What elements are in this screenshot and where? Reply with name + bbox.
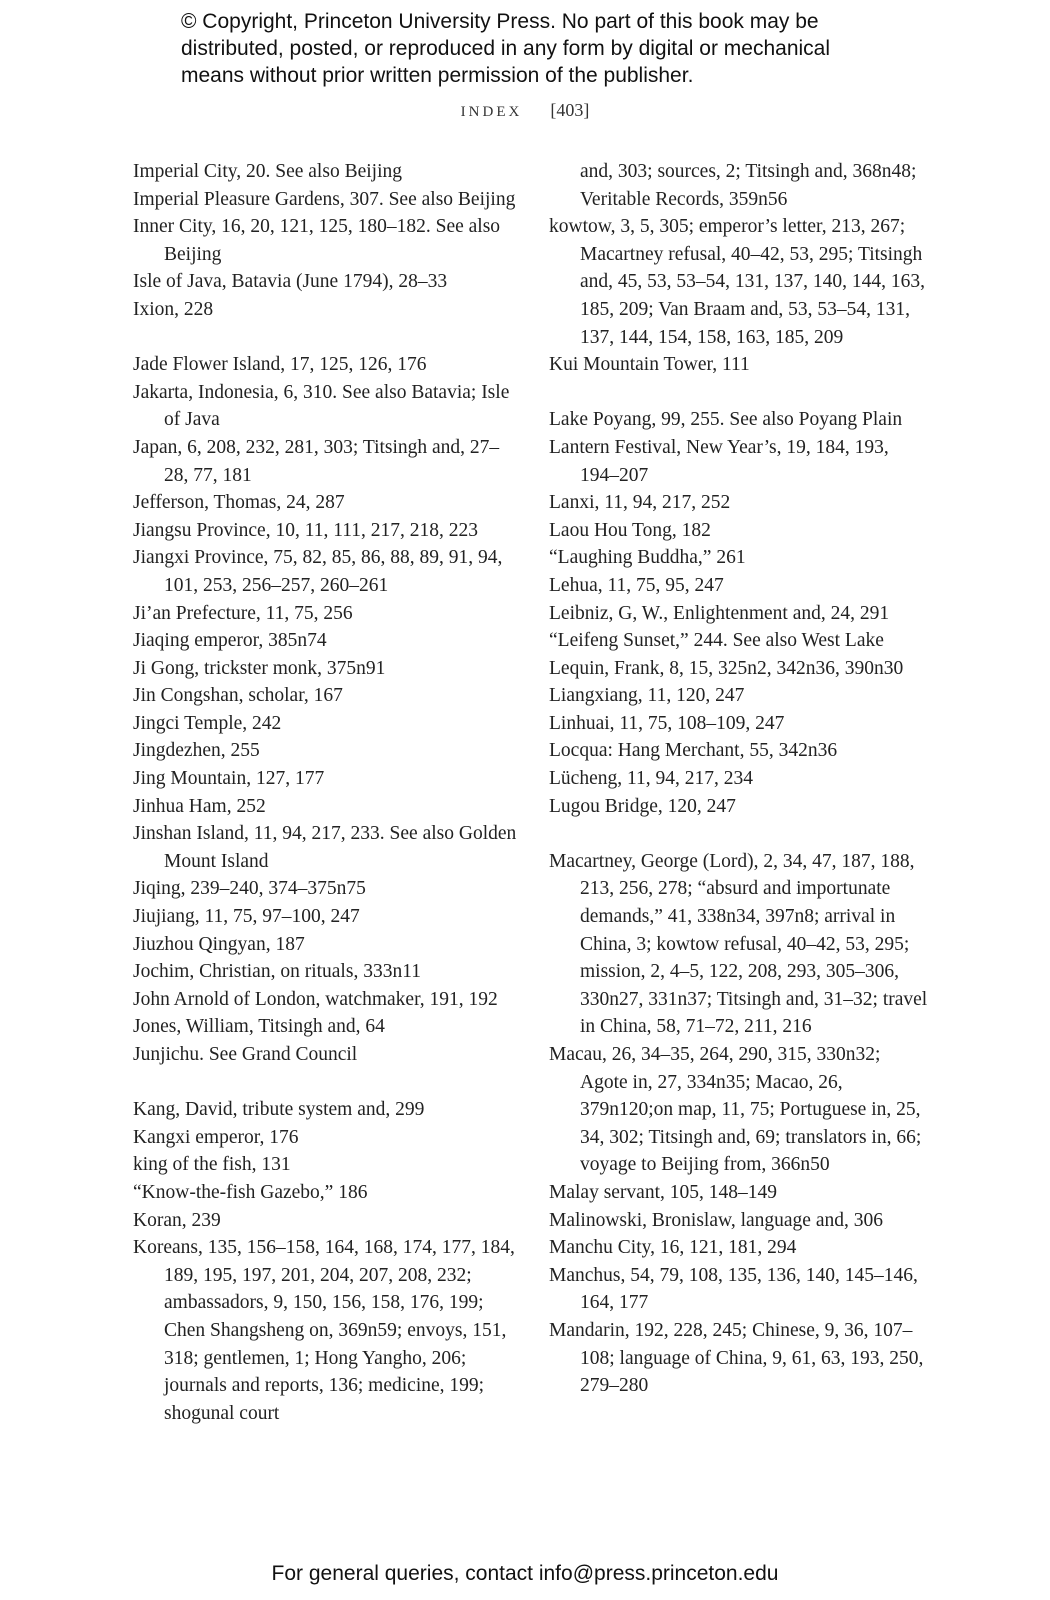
page-number: [403] [550,100,590,120]
index-entry: Jingci Temple, 242 [133,712,282,734]
index-entry: Macau, 26, 34–35, 264, 290, 315, 330n32; Agote in, 27, 334n35; Macao, 26, 379n120;on map, 11, 75; Portuguese in, 25, 34, 302; Titsingh and, 69; translators in, 66; voyage to Beijing from, 366n50 [549,1044,922,1176]
index-entry: Manchu City, 16, 121, 181, 294 [549,1237,797,1259]
index-entry: Laou Hou Tong, 182 [549,519,711,541]
index-column-left [133,158,518,1427]
index-entry: Jiqing, 239–240, 374–375n75 [133,878,366,900]
index-entry: Jiaqing emperor, 385n74 [133,630,327,652]
running-head [0,100,1050,121]
index-entry: Macartney, George (Lord), 2, 34, 47, 187, 188, 213, 256, 278; “absurd and importunate demands,” 41, 338n34, 397n8; arrival in China, 3; kowtow refusal, 40–42, 53, 295; mission, 2, 4–5, 122, 208, 293, 305–306, 330n27, 331n37; Titsingh and, 31–32; travel in China, 58, 71–72, 211, 216 [549,850,928,1038]
index-entry: Lequin, Frank, 8, 15, 325n2, 342n36, 390n30 [549,657,904,679]
index-entry: Japan, 6, 208, 232, 281, 303; Titsingh and, 27–28, 77, 181 [133,436,500,486]
index-entry: Lehua, 11, 75, 95, 247 [549,574,724,596]
index-entry: Jinshan Island, 11, 94, 217, 233. See also Golden Mount Island [133,823,517,872]
index-entry: Imperial Pleasure Gardens, 307. See also Beijing [133,188,516,210]
index-entry: Junjichu. See Grand Council [133,1044,358,1065]
index-entry: Malay servant, 105, 148–149 [549,1181,778,1203]
index-entry: Ji’an Prefecture, 11, 75, 256 [133,602,353,624]
index-entry: Jiangxi Province, 75, 82, 85, 86, 88, 89, 91, 94, 101, 253, 256–257, 260–261 [133,547,503,596]
index-entry: Lake Poyang, 99, 255. See also Poyang Plain [549,409,903,431]
index-entry: Kui Mountain Tower, 111 [549,354,750,376]
index-entry: Malinowski, Bronislaw, language and, 306 [549,1209,883,1231]
index-entry: Jingdezhen, 255 [133,740,260,762]
index-entry: Ji Gong, trickster monk, 375n91 [133,657,386,679]
running-head-label: INDEX [460,104,523,120]
index-entry: Mandarin, 192, 228, 245; Chinese, 9, 36, 107–108; language of China, 9, 61, 63, 193, 250, 279–280 [549,1319,924,1397]
index-entry: Liangxiang, 11, 120, 247 [549,685,745,707]
index-entry: Jochim, Christian, on rituals, 333n11 [133,961,421,983]
index-column-right [549,158,929,1400]
index-entry: Leibniz, G, W., Enlightenment and, 24, 291 [549,602,890,624]
copyright-line: © Copyright, Princeton University Press. No part of this book may be [181,10,819,33]
index-entry-continuation: and, 303; sources, 2; Titsingh and, 368n48; Veritable Records, 359n56 [580,161,917,210]
index-entry: king of the fish, 131 [133,1154,291,1176]
index-entry: Koran, 239 [133,1209,221,1231]
copyright-line: means without prior written permission of the publisher. [181,64,694,87]
index-entry: Jiujiang, 11, 75, 97–100, 247 [133,906,360,928]
index-entry: Inner City, 16, 20, 121, 125, 180–182. See also Beijing [133,216,501,265]
index-entry: “Leifeng Sunset,” 244. See also West Lake [549,630,884,652]
index-entry: Jing Mountain, 127, 177 [133,768,325,790]
index-entry: Jones, William, Titsingh and, 64 [133,1016,385,1038]
index-entry: Manchus, 54, 79, 108, 135, 136, 140, 145–146, 164, 177 [549,1264,918,1314]
footer-contact: For general queries, contact info@press.princeton.edu [271,1562,779,1585]
index-entry: Jade Flower Island, 17, 125, 126, 176 [133,354,427,376]
index-entry: Linhuai, 11, 75, 108–109, 247 [549,712,785,734]
index-entry: Imperial City, 20. See also Beijing [133,161,402,182]
index-entry: Lanxi, 11, 94, 217, 252 [549,492,731,514]
copyright-notice [181,8,941,89]
index-entry: Ixion, 228 [133,298,214,320]
index-entry: Jinhua Ham, 252 [133,795,266,817]
index-entry: Jakarta, Indonesia, 6, 310. See also Batavia; Isle of Java [133,381,510,431]
index-entry: Kangxi emperor, 176 [133,1126,299,1148]
index-entry: Jiuzhou Qingyan, 187 [133,933,305,955]
index-entry: Lücheng, 11, 94, 217, 234 [549,768,753,790]
index-entry: “Know-the-fish Gazebo,” 186 [133,1181,368,1203]
index-entry: Jefferson, Thomas, 24, 287 [133,492,345,514]
index-entry: John Arnold of London, watchmaker, 191, 192 [133,988,498,1010]
index-entry: Kang, David, tribute system and, 299 [133,1099,425,1121]
copyright-line: distributed, posted, or reproduced in any form by digital or mechanical [181,37,831,60]
index-entry: “Laughing Buddha,” 261 [549,547,746,569]
index-entry: Koreans, 135, 156–158, 164, 168, 174, 177, 184, 189, 195, 197, 201, 204, 207, 208, 232; ambassadors, 9, 150, 156, 158, 176, 199; Chen Shangsheng on, 369n59; envoys, 151, 318; gentlemen, 1; Hong Yangho, 206; journals and reports, 136; medicine, 199; shogunal court [133,1237,515,1424]
index-entry: Lugou Bridge, 120, 247 [549,795,736,817]
index-entry: Lantern Festival, New Year’s, 19, 184, 193, 194–207 [549,436,889,486]
index-entry: Isle of Java, Batavia (June 1794), 28–33 [133,271,448,293]
index-entry: Jin Congshan, scholar, 167 [133,685,343,707]
index-entry: Jiangsu Province, 10, 11, 111, 217, 218, 223 [133,519,479,541]
index-entry: Locqua: Hang Merchant, 55, 342n36 [549,740,838,762]
index-entry: kowtow, 3, 5, 305; emperor’s letter, 213, 267; Macartney refusal, 40–42, 53, 295; Titsingh and, 45, 53, 53–54, 131, 137, 140, 144, 163, 185, 209; Van Braam and, 53, 53–54, 131, 137, 144, 154, 158, 163, 185, 209 [549,216,926,348]
